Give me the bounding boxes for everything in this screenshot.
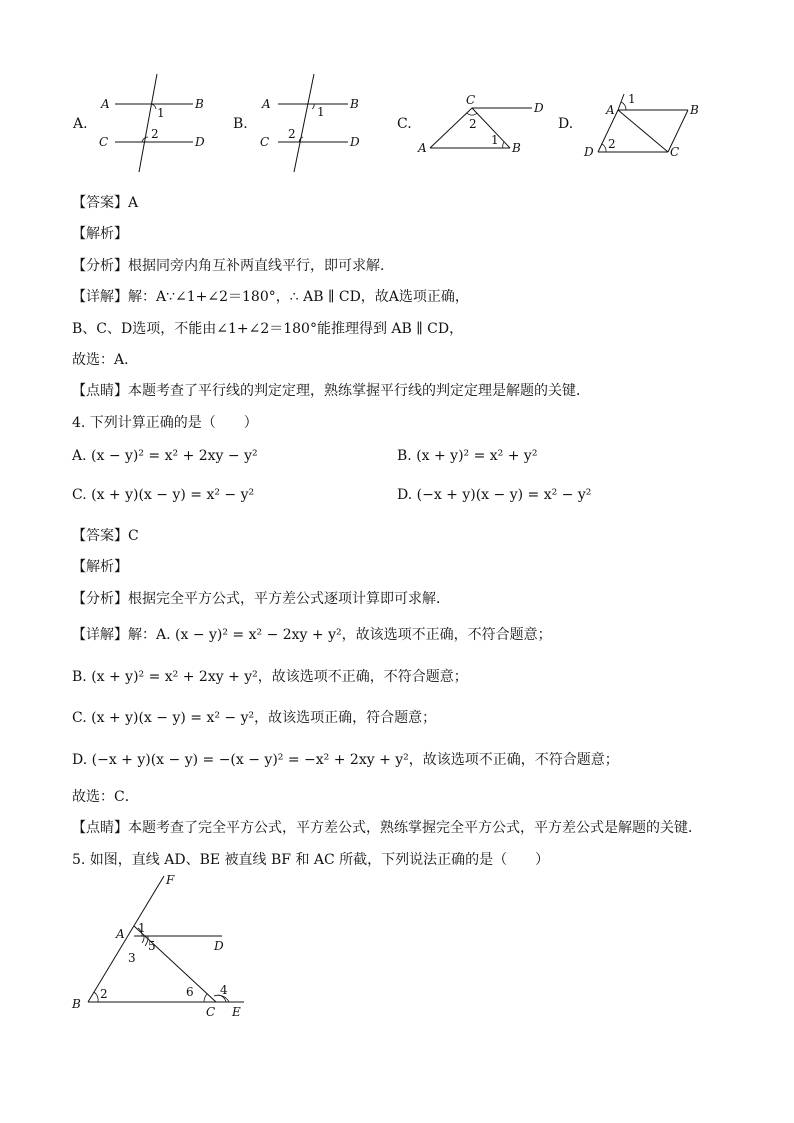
option-b-label: B. [233, 116, 248, 132]
q4-jiexi: 【解析】 [72, 559, 128, 575]
angle-1: 1 [138, 921, 146, 935]
q3-line2: B、C、D选项，不能由∠1+∠2＝180°能推理得到 AB ∥ CD， [72, 321, 464, 337]
label-d: D [584, 145, 594, 159]
q4-xiangjie-a: 【详解】解：A. (x − y)² = x² − 2xy + y²，故该选项不正确，不符合题意； [72, 627, 552, 643]
angle-1: 1 [628, 92, 636, 106]
angle-4: 4 [220, 983, 228, 997]
option-a-label: A. [73, 116, 88, 132]
label-b: B [690, 103, 699, 117]
label-c: C [670, 145, 680, 159]
label-c: C [260, 135, 270, 149]
q4-option-c: C. (x + y)(x − y) = x² − y² [72, 487, 255, 503]
figure-option-c [412, 66, 552, 176]
option-d-label: D. [558, 116, 574, 132]
label-f: F [166, 873, 175, 887]
angle-6: 6 [186, 985, 194, 999]
label-a: A [262, 97, 271, 111]
q4-xiangjie-b: B. (x + y)² = x² + 2xy + y²，故该选项不正确，不符合题意； [72, 669, 468, 685]
label-c: C [99, 135, 109, 149]
figure-option-b [256, 66, 371, 176]
figure-option-d [580, 66, 700, 176]
angle-2: 2 [100, 987, 108, 1001]
angle-3: 3 [128, 951, 136, 965]
q3-fenxi: 【分析】根据同旁内角互补两直线平行，即可求解． [72, 258, 394, 274]
q4-guxuan: 故选：C． [72, 789, 139, 805]
q4-dianjing: 【点睛】本题考查了完全平方公式，平方差公式，熟练掌握完全平方公式，平方差公式是解题的关键． [72, 820, 702, 836]
label-b: B [350, 97, 359, 111]
q4-xiangjie-d: D. (−x + y)(x − y) = −(x − y)² = −x² + 2xy + y²，故该选项不正确，不符合题意； [72, 752, 619, 768]
q5-figure [66, 868, 266, 1032]
angle-1: 1 [317, 105, 325, 119]
label-a: A [116, 927, 125, 941]
label-c: C [466, 93, 476, 107]
angle-2: 2 [469, 117, 477, 131]
label-d: D [534, 101, 544, 115]
q3-xiangjie: 【详解】解：A∵∠1+∠2＝180°，∴ AB ∥ CD，故A选项正确， [72, 289, 469, 305]
q3-dianjing: 【点睛】本题考查了平行线的判定定理，熟练掌握平行线的判定定理是解题的关键． [72, 383, 590, 399]
label-a: A [418, 141, 427, 155]
label-e: E [232, 1005, 241, 1019]
q3-jiexi: 【解析】 [72, 226, 128, 242]
angle-5: 5 [148, 939, 156, 953]
angle-1: 1 [491, 133, 499, 147]
label-c: C [206, 1005, 216, 1019]
figure-option-a [95, 66, 210, 176]
label-a: A [101, 97, 110, 111]
q3-answer: 【答案】A [72, 195, 139, 211]
q4-fenxi: 【分析】根据完全平方公式，平方差公式逐项计算即可求解． [72, 591, 450, 607]
q4-option-b: B. (x + y)² = x² + y² [397, 448, 538, 464]
q4-xiangjie-c: C. (x + y)(x − y) = x² − y²，故该选项正确，符合题意； [72, 710, 437, 726]
label-b: B [512, 141, 521, 155]
label-d: D [214, 939, 224, 953]
angle-2: 2 [608, 137, 616, 151]
q4-option-d: D. (−x + y)(x − y) = x² − y² [397, 487, 592, 503]
q5-stem: 5. 如图，直线 AD、BE 被直线 BF 和 AC 所截，下列说法正确的是（ ） [72, 852, 550, 868]
angle-2: 2 [151, 127, 159, 141]
q4-answer: 【答案】C [72, 528, 139, 544]
q4-option-a: A. (x − y)² = x² + 2xy − y² [72, 448, 258, 464]
label-d: D [195, 135, 205, 149]
label-d: D [350, 135, 360, 149]
angle-1: 1 [157, 106, 165, 120]
option-c-label: C. [397, 116, 412, 132]
label-a: A [606, 103, 615, 117]
angle-2: 2 [288, 127, 296, 141]
q3-guxuan: 故选：A． [72, 352, 139, 368]
q4-stem: 4. 下列计算正确的是（ ） [72, 415, 258, 431]
label-b: B [195, 97, 204, 111]
label-b: B [72, 997, 81, 1011]
